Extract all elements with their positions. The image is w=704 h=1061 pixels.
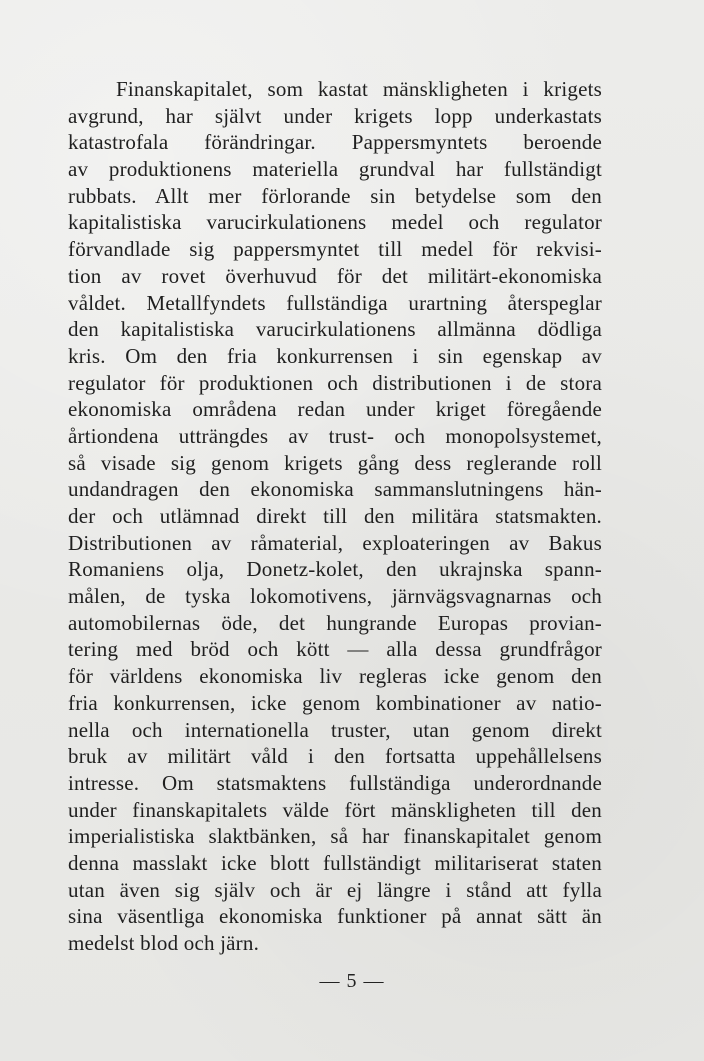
- text-line: kapitalistiska varucirkulationens medel och regulator: [68, 210, 602, 235]
- text-line: imperialistiska slaktbänken, så har finanskapitalet genom: [68, 824, 602, 849]
- text-line: tion av rovet överhuvud för det militärt-ekonomiska: [68, 263, 602, 288]
- text-line: automobilernas öde, det hungrande Europas provian-: [68, 610, 602, 635]
- text-line: årtiondena utträngdes av trust- och monopolsystemet,: [68, 423, 602, 448]
- text-line: målen, de tyska lokomotivens, järnvägsvagnarnas och: [68, 584, 602, 609]
- text-line: regulator för produktionen och distributionen i de stora: [68, 370, 602, 395]
- text-line: intresse. Om statsmaktens fullständiga underordnande: [68, 770, 602, 795]
- text-line: der och utlämnad direkt till den militära statsmakten.: [68, 504, 602, 528]
- text-line: Distributionen av råmaterial, exploateringen av Bakus: [68, 530, 602, 555]
- page-number: — 5 —: [319, 970, 385, 992]
- text-line: Romaniens olja, Donetz-kolet, den ukrajnska spann-: [68, 557, 602, 582]
- text-line: nella och internationella truster, utan genom direkt: [68, 717, 602, 742]
- text-line: kris. Om den fria konkurrensen i sin egenskap av: [68, 343, 602, 368]
- text-line: undandragen den ekonomiska sammanslutningens hän-: [68, 477, 602, 502]
- text-line: Finanskapitalet, som kastat mänskligheten i krigets: [116, 77, 602, 101]
- text-line: våldet. Metallfyndets fullständiga urartning återspeglar: [68, 290, 602, 315]
- text-line: den kapitalistiska varucirkulationens allmänna dödliga: [68, 317, 602, 342]
- text-line: katastrofala förändringar. Pappersmyntets beroende: [68, 130, 602, 155]
- text-line: fria konkurrensen, icke genom kombinationer av natio-: [68, 690, 602, 715]
- text-line: av produktionens materiella grundval har fullständigt: [68, 157, 602, 182]
- text-line: så visade sig genom krigets gång dess reglerande roll: [68, 450, 602, 475]
- text-line: sina väsentliga ekonomiska funktioner på annat sätt än: [68, 904, 602, 929]
- text-line: rubbats. Allt mer förlorande sin betydelse som den: [68, 183, 602, 208]
- text-line: under finanskapitalets välde fört mänskligheten till den: [68, 797, 602, 822]
- text-line: medelst blod och järn.: [68, 931, 260, 955]
- text-line: denna masslakt icke blott fullständigt militariserat staten: [68, 850, 602, 875]
- text-line: utan även sig själv och är ej längre i stånd att fylla: [68, 877, 602, 902]
- text-line: för världens ekonomiska liv regleras icke genom den: [68, 664, 602, 689]
- text-line: ekonomiska områdena redan under kriget föregående: [68, 397, 602, 422]
- text-line: bruk av militärt våld i den fortsatta uppehållelsens: [68, 744, 602, 769]
- text-line: förvandlade sig pappersmyntet till medel för rekvisi-: [68, 237, 602, 262]
- body-text: [68, 76, 602, 957]
- text-line: tering med bröd och kött — alla dessa grundfrågor: [68, 637, 602, 662]
- text-line: avgrund, har självt under krigets lopp underkastats: [68, 103, 602, 128]
